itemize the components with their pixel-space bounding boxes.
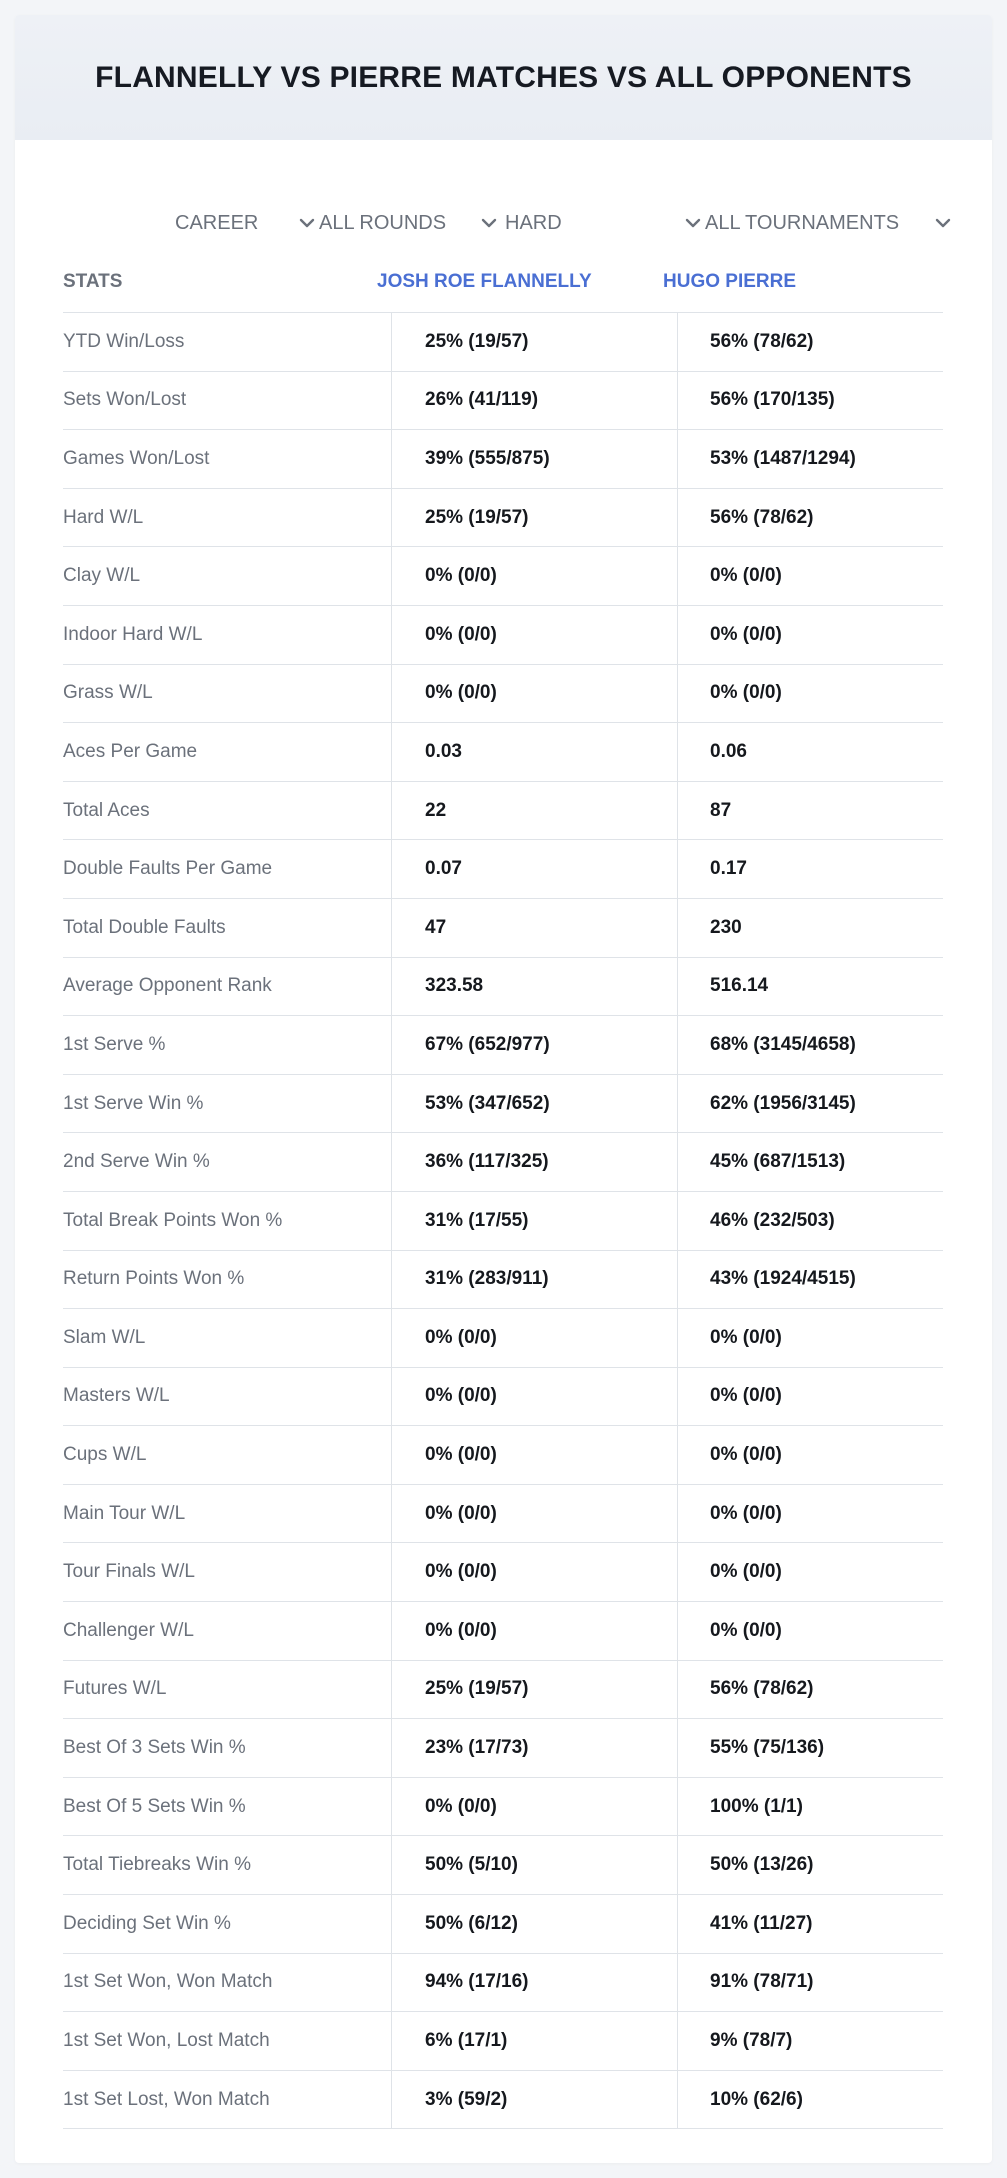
table-header [63, 250, 943, 313]
stats-card [15, 15, 992, 2163]
player2-stat-value: 62% (1956/3145) [710, 1092, 856, 1114]
stat-label: Futures W/L [63, 1678, 167, 1700]
table-row [63, 1602, 943, 1661]
player1-stat-value: 31% (283/911) [425, 1268, 549, 1290]
player2-stat-value: 46% (232/503) [710, 1209, 835, 1231]
stat-label: 1st Serve % [63, 1033, 166, 1055]
column-divider [391, 489, 392, 547]
column-divider [677, 1543, 678, 1601]
column-divider [677, 1192, 678, 1250]
column-divider [677, 606, 678, 664]
tournaments-filter-select[interactable] [705, 206, 953, 240]
column-divider [677, 372, 678, 430]
column-divider [677, 958, 678, 1016]
player2-stat-value: 91% (78/71) [710, 1971, 814, 1993]
filter-bar [15, 190, 992, 250]
player1-stat-value: 36% (117/325) [425, 1151, 549, 1173]
table-row [63, 372, 943, 431]
table-row [63, 782, 943, 841]
player1-stat-value: 0% (0/0) [425, 1444, 497, 1466]
column-divider [677, 1895, 678, 1953]
stat-label: 2nd Serve Win % [63, 1151, 210, 1173]
player1-stat-value: 67% (652/977) [425, 1033, 550, 1055]
stat-label: Return Points Won % [63, 1268, 245, 1290]
stat-label: Games Won/Lost [63, 447, 210, 469]
column-divider [677, 782, 678, 840]
player2-stat-value: 56% (170/135) [710, 389, 835, 411]
player2-stat-value: 56% (78/62) [710, 506, 814, 528]
player2-stat-value: 0% (0/0) [710, 1619, 782, 1641]
stat-label: 1st Set Lost, Won Match [63, 2088, 270, 2110]
column-divider [391, 1543, 392, 1601]
column-divider [677, 899, 678, 957]
player1-stat-value: 50% (6/12) [425, 1912, 518, 1934]
column-divider [677, 1661, 678, 1719]
player1-stat-value: 0% (0/0) [425, 1385, 497, 1407]
table-row [63, 1661, 943, 1720]
table-row [63, 1485, 943, 1544]
player1-stat-value: 23% (17/73) [425, 1737, 529, 1759]
player1-stat-value: 0% (0/0) [425, 565, 497, 587]
player2-stat-value: 0.17 [710, 858, 747, 880]
stat-label: Tour Finals W/L [63, 1561, 195, 1583]
player1-stat-value: 50% (5/10) [425, 1854, 518, 1876]
page-title: FLANNELLY VS PIERRE MATCHES VS ALL OPPONENTS [95, 60, 912, 94]
player2-stat-value: 0.06 [710, 740, 747, 762]
player2-stat-value: 100% (1/1) [710, 1795, 803, 1817]
player1-stat-value: 47 [425, 916, 447, 938]
column-divider [391, 547, 392, 605]
player2-stat-value: 516.14 [710, 975, 769, 997]
player2-stat-value: 0% (0/0) [710, 1444, 782, 1466]
player2-stat-value: 68% (3145/4658) [710, 1033, 856, 1055]
column-divider [677, 430, 678, 488]
column-divider [677, 1368, 678, 1426]
player1-stat-value: 0% (0/0) [425, 1326, 497, 1348]
table-row [63, 1836, 943, 1895]
column-divider [677, 840, 678, 898]
column-divider [391, 372, 392, 430]
stat-label: 1st Serve Win % [63, 1092, 204, 1114]
player1-stat-value: 25% (19/57) [425, 1678, 529, 1700]
stat-label: Total Tiebreaks Win % [63, 1854, 251, 1876]
player1-stat-value: 0% (0/0) [425, 1502, 497, 1524]
player2-stat-value: 9% (78/7) [710, 2030, 793, 2052]
player1-stat-value: 31% (17/55) [425, 1209, 529, 1231]
table-row [63, 489, 943, 548]
table-row [63, 606, 943, 665]
player1-link[interactable]: JOSH ROE FLANNELLY [377, 271, 592, 292]
table-row [63, 1426, 943, 1485]
page-header [15, 15, 992, 140]
table-row [63, 958, 943, 1017]
player1-stat-value: 0% (0/0) [425, 682, 497, 704]
player1-stat-value: 0% (0/0) [425, 1619, 497, 1641]
player1-stat-value: 26% (41/119) [425, 389, 539, 411]
column-divider [677, 2071, 678, 2129]
column-divider [391, 1251, 392, 1309]
table-row [63, 840, 943, 899]
column-divider [391, 840, 392, 898]
stat-label: Double Faults Per Game [63, 858, 273, 880]
stat-label: Clay W/L [63, 565, 141, 587]
column-divider [677, 2012, 678, 2070]
player1-stat-value: 6% (17/1) [425, 2030, 508, 2052]
table-row [63, 1016, 943, 1075]
player2-stat-value: 53% (1487/1294) [710, 447, 856, 469]
player2-stat-value: 0% (0/0) [710, 565, 782, 587]
column-divider [391, 606, 392, 664]
column-divider [677, 1602, 678, 1660]
table-row [63, 665, 943, 724]
stat-label: Indoor Hard W/L [63, 623, 203, 645]
player1-stat-value: 94% (17/16) [425, 1971, 529, 1993]
column-divider [391, 430, 392, 488]
player2-link[interactable]: HUGO PIERRE [663, 271, 797, 292]
table-row [63, 1192, 943, 1251]
player2-stat-value: 0% (0/0) [710, 1561, 782, 1583]
table-row [63, 547, 943, 606]
column-divider [391, 1719, 392, 1777]
column-divider [391, 1192, 392, 1250]
player2-stat-value: 0% (0/0) [710, 1385, 782, 1407]
table-row [63, 2012, 943, 2071]
column-divider [677, 1426, 678, 1484]
stat-label: Challenger W/L [63, 1619, 194, 1641]
stat-label: Slam W/L [63, 1326, 146, 1348]
stat-label: Average Opponent Rank [63, 975, 272, 997]
column-divider [677, 1778, 678, 1836]
chevron-down-icon [933, 213, 953, 233]
stat-label: Aces Per Game [63, 740, 198, 762]
table-row [63, 2071, 943, 2130]
stat-label: Hard W/L [63, 506, 144, 528]
column-divider [677, 489, 678, 547]
column-divider [677, 1133, 678, 1191]
filter-value: ALL TOURNAMENTS [705, 211, 900, 234]
player1-stat-value: 25% (19/57) [425, 506, 529, 528]
player2-stat-value: 87 [710, 799, 732, 821]
chevron-down-icon [479, 213, 499, 233]
table-row [63, 899, 943, 958]
column-divider [391, 1075, 392, 1133]
column-divider [677, 1309, 678, 1367]
stat-label: Best Of 5 Sets Win % [63, 1795, 246, 1817]
column-divider [677, 1719, 678, 1777]
column-divider [391, 1778, 392, 1836]
column-divider [391, 1836, 392, 1894]
player1-stat-value: 0% (0/0) [425, 1561, 497, 1583]
player1-stat-value: 22 [425, 799, 447, 821]
player2-stat-value: 10% (62/6) [710, 2088, 803, 2110]
column-divider [677, 723, 678, 781]
table-row [63, 313, 943, 372]
table-row [63, 1719, 943, 1778]
rounds-filter-select[interactable] [319, 206, 499, 240]
player1-stat-value: 39% (555/875) [425, 447, 550, 469]
player2-stat-value: 0% (0/0) [710, 1502, 782, 1524]
player2-stat-value: 0% (0/0) [710, 623, 782, 645]
player2-stat-value: 55% (75/136) [710, 1737, 825, 1759]
player2-stat-value: 0% (0/0) [710, 1326, 782, 1348]
player1-stat-value: 0.03 [425, 740, 462, 762]
surface-filter-select[interactable] [505, 206, 703, 240]
column-divider [391, 1485, 392, 1543]
player1-stat-value: 53% (347/652) [425, 1092, 550, 1114]
column-divider [391, 1133, 392, 1191]
career-filter-select[interactable] [175, 206, 317, 240]
table-row [63, 1075, 943, 1134]
player1-stat-value: 3% (59/2) [425, 2088, 508, 2110]
table-row [63, 1543, 943, 1602]
stat-label: Total Break Points Won % [63, 1209, 283, 1231]
column-divider [391, 1016, 392, 1074]
table-body [63, 313, 943, 2129]
column-divider [391, 2071, 392, 2129]
filter-value: ALL ROUNDS [319, 211, 447, 234]
table-row [63, 1895, 943, 1954]
column-divider [391, 1309, 392, 1367]
column-divider [677, 1954, 678, 2012]
stat-label: Grass W/L [63, 682, 153, 704]
filter-value: HARD [505, 211, 562, 234]
column-divider [391, 1661, 392, 1719]
column-divider [677, 1836, 678, 1894]
player2-stat-value: 56% (78/62) [710, 330, 814, 352]
column-divider [391, 899, 392, 957]
column-divider [677, 1075, 678, 1133]
filter-value: CAREER [175, 211, 259, 234]
column-divider [391, 313, 392, 371]
table-row [63, 1309, 943, 1368]
player1-stat-value: 0.07 [425, 858, 462, 880]
stat-label: Total Aces [63, 799, 150, 821]
player1-stat-value: 0% (0/0) [425, 623, 497, 645]
column-divider [391, 723, 392, 781]
column-divider [677, 1251, 678, 1309]
table-row [63, 1778, 943, 1837]
stat-label: YTD Win/Loss [63, 330, 185, 352]
table-row [63, 1251, 943, 1310]
table-row [63, 723, 943, 782]
stat-label: Cups W/L [63, 1444, 147, 1466]
stat-label: Best Of 3 Sets Win % [63, 1737, 246, 1759]
stat-label: Masters W/L [63, 1385, 170, 1407]
table-row [63, 1368, 943, 1427]
stat-label: Total Double Faults [63, 916, 226, 938]
column-divider [677, 1485, 678, 1543]
player2-stat-value: 50% (13/26) [710, 1854, 814, 1876]
stats-column-header: STATS [63, 271, 123, 292]
column-divider [391, 2012, 392, 2070]
player2-stat-value: 41% (11/27) [710, 1912, 813, 1934]
column-divider [391, 1954, 392, 2012]
table-row [63, 430, 943, 489]
table-row [63, 1133, 943, 1192]
chevron-down-icon [297, 213, 317, 233]
player1-stat-value: 323.58 [425, 975, 484, 997]
column-divider [391, 958, 392, 1016]
column-divider [677, 665, 678, 723]
stat-label: Deciding Set Win % [63, 1912, 231, 1934]
table-row [63, 1954, 943, 2013]
player2-stat-value: 56% (78/62) [710, 1678, 814, 1700]
player1-stat-value: 0% (0/0) [425, 1795, 497, 1817]
column-divider [391, 1368, 392, 1426]
player1-stat-value: 25% (19/57) [425, 330, 529, 352]
column-divider [677, 547, 678, 605]
stat-label: 1st Set Won, Lost Match [63, 2030, 270, 2052]
player2-stat-value: 43% (1924/4515) [710, 1268, 856, 1290]
column-divider [391, 1895, 392, 1953]
column-divider [391, 782, 392, 840]
column-divider [391, 1426, 392, 1484]
stat-label: Sets Won/Lost [63, 389, 187, 411]
column-divider [391, 1602, 392, 1660]
column-divider [391, 665, 392, 723]
stats-table [63, 250, 943, 2129]
player2-stat-value: 230 [710, 916, 742, 938]
player2-stat-value: 45% (687/1513) [710, 1151, 846, 1173]
stat-label: 1st Set Won, Won Match [63, 1971, 273, 1993]
column-divider [677, 313, 678, 371]
player2-stat-value: 0% (0/0) [710, 682, 782, 704]
chevron-down-icon [683, 213, 703, 233]
column-divider [677, 1016, 678, 1074]
stat-label: Main Tour W/L [63, 1502, 186, 1524]
